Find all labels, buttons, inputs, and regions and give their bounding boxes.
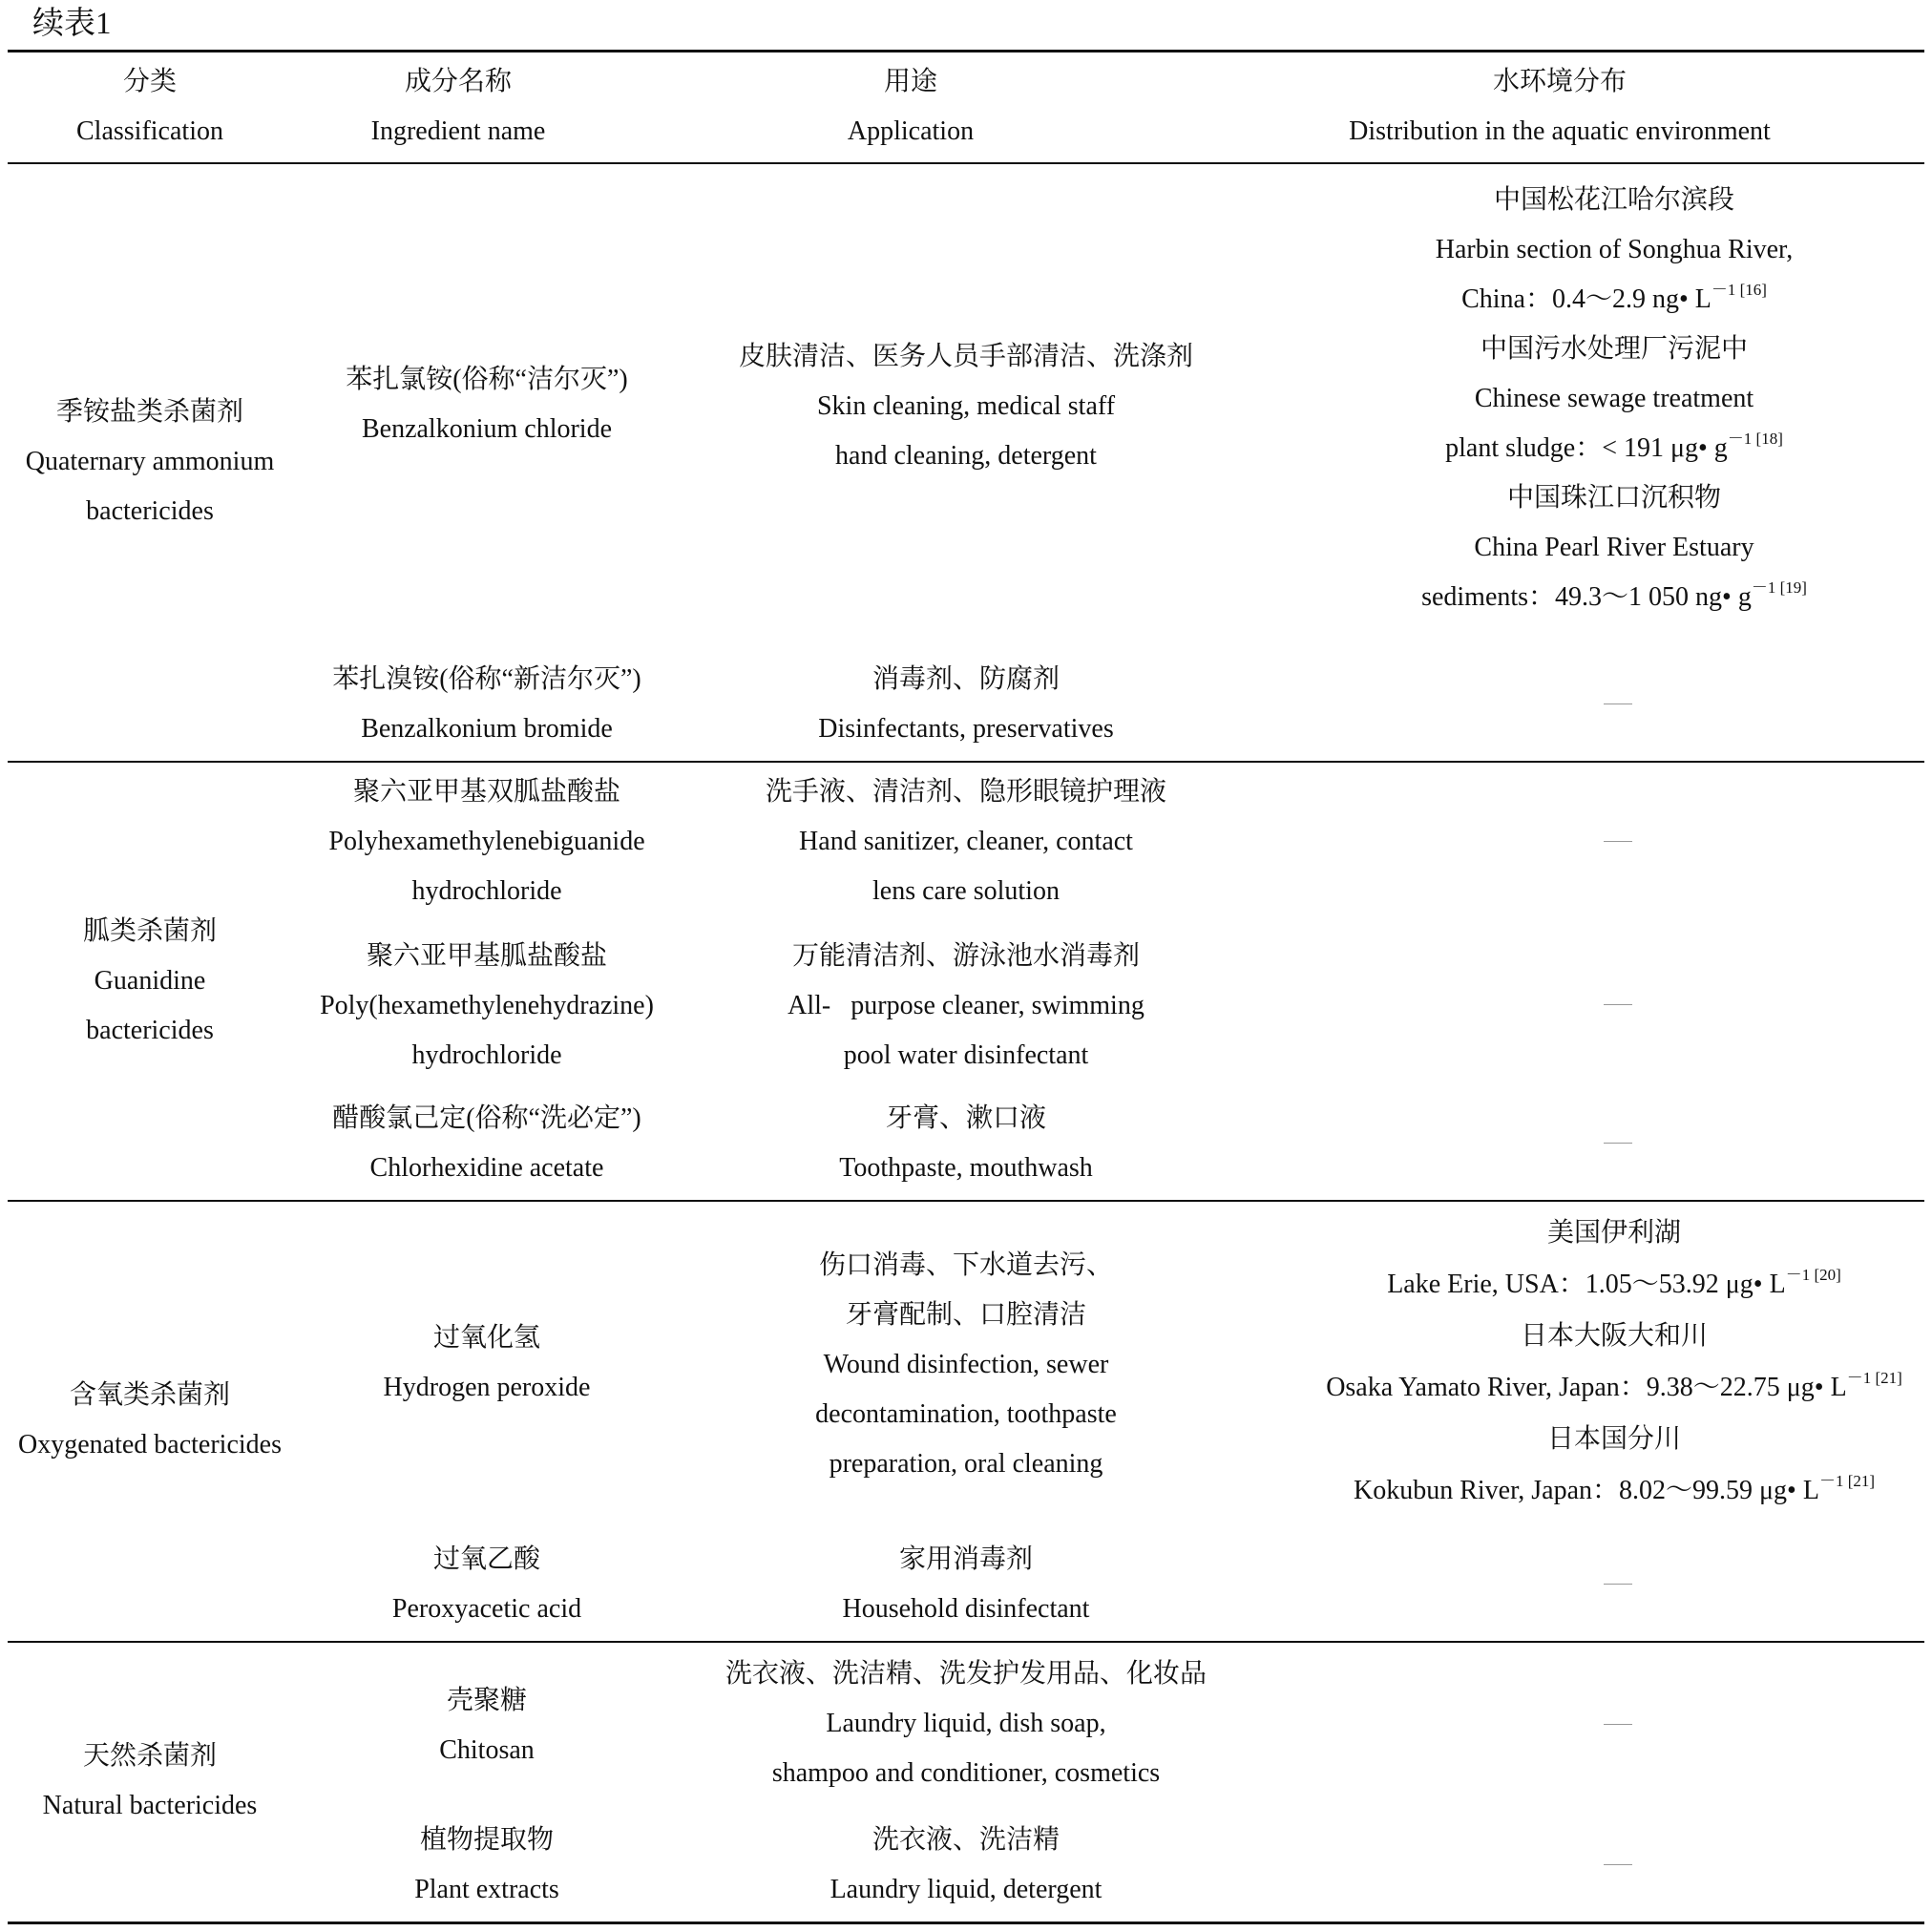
application-en: Household disinfectant — [842, 1594, 1090, 1624]
ingredient-en: Hydrogen peroxide — [383, 1373, 591, 1402]
application-zh: 皮肤清洁、医务人员手部清洁、洗涤剂 — [738, 342, 1193, 371]
class-en: Guanidine — [94, 966, 206, 996]
distribution-zh: 日本大阪大和川 — [1520, 1321, 1708, 1351]
header-classification-zh: 分类 — [122, 67, 177, 96]
application-zh: 牙膏配制、口腔清洁 — [845, 1300, 1086, 1330]
citation: －1 [18] — [1727, 430, 1783, 448]
application-en: Laundry liquid, dish soap, — [826, 1709, 1106, 1738]
class-en: Natural bactericides — [42, 1791, 258, 1820]
ingredient-en: Peroxyacetic acid — [391, 1594, 582, 1624]
distribution-en: sediments：49.3～1 050 ng• $g^{-1 [19]}$ — [1421, 578, 1807, 612]
application-en: shampoo and conditioner, cosmetics — [771, 1758, 1161, 1788]
application-en: Skin cleaning, medical staff — [816, 391, 1116, 421]
application-zh: 伤口消毒、下水道去污、 — [818, 1250, 1113, 1280]
application-en: Toothpaste, mouthwash — [839, 1153, 1093, 1183]
group-divider-2 — [8, 1200, 1924, 1202]
ingredient-zh: 过氧化氢 — [432, 1323, 540, 1353]
ingredient-zh: 壳聚糖 — [446, 1686, 527, 1715]
row-3-distribution-empty — [1604, 841, 1632, 842]
ingredient-zh: 植物提取物 — [419, 1825, 554, 1855]
group-3-classification — [0, 1371, 300, 1470]
row-4-distribution-empty — [1604, 1004, 1632, 1005]
ingredient-en: Plant extracts — [414, 1875, 559, 1904]
application-zh: 牙膏、漱口液 — [885, 1103, 1046, 1133]
class-en: bactericides — [86, 496, 214, 526]
header-application-en: Application — [847, 116, 975, 146]
row-8-application — [687, 1649, 1245, 1798]
group-divider-3 — [8, 1641, 1924, 1643]
application-en: pool water disinfectant — [843, 1040, 1089, 1070]
distribution-zh: 日本国分川 — [1546, 1424, 1681, 1454]
application-en: Disinfectants, preservatives — [818, 714, 1114, 744]
row-6-application — [687, 1241, 1245, 1489]
distribution-zh: 中国污水处理厂污泥中 — [1480, 334, 1748, 364]
ingredient-en: Poly(hexamethylenehydrazine) — [320, 991, 654, 1020]
row-8-distribution-empty — [1604, 1724, 1632, 1725]
group-1-classification — [0, 388, 300, 536]
row-2-application — [687, 655, 1245, 754]
ingredient-zh: 过氧乙酸 — [432, 1544, 540, 1574]
header-classification — [0, 57, 300, 157]
distribution-zh: 中国松花江哈尔滨段 — [1493, 185, 1734, 215]
header-ingredient-zh: 成分名称 — [404, 67, 512, 96]
distribution-en: Osaka Yamato River, Japan：9.38～22.75 μg• $L^{-1 [21]}$ — [1326, 1369, 1902, 1402]
application-zh: 家用消毒剂 — [898, 1544, 1033, 1574]
class-en: Oxygenated bactericides — [18, 1430, 282, 1460]
group-4-classification — [0, 1732, 300, 1831]
header-rule — [8, 162, 1924, 164]
table-caption: 续表1 — [32, 7, 112, 41]
citation: －1 [20] — [1785, 1266, 1841, 1284]
distribution-en: Kokubun River, Japan：8.02～99.59 μg• $L^{-1 [21]}$ — [1353, 1472, 1876, 1505]
application-en: Laundry liquid, detergent — [830, 1875, 1102, 1904]
distribution-en: China：0.4～2.9 ng• $L^{-1 [16]}$ — [1461, 281, 1767, 314]
row-6-ingredient — [298, 1313, 676, 1413]
ingredient-zh: 醋酸氯己定(俗称“洗必定”) — [332, 1103, 641, 1133]
row-2-ingredient — [298, 655, 676, 754]
application-zh: 万能清洁剂、游泳池水消毒剂 — [791, 941, 1140, 971]
citation: －1 [21] — [1846, 1369, 1902, 1387]
application-zh: 洗手液、清洁剂、隐形眼镜护理液 — [765, 777, 1166, 807]
row-1-application — [687, 332, 1245, 481]
row-3-application — [687, 767, 1245, 916]
distribution-en: Chinese sewage treatment — [1474, 384, 1754, 413]
row-1-distribution-text — [1249, 176, 1932, 622]
application-en: Hand sanitizer, cleaner, contact — [799, 827, 1133, 856]
header-ingredient-en: Ingredient name — [370, 116, 546, 146]
header-application-zh: 用途 — [883, 67, 937, 96]
ingredient-en: Benzalkonium chloride — [361, 414, 613, 444]
group-2-classification — [0, 907, 300, 1056]
row-5-ingredient — [298, 1094, 676, 1193]
distribution-en: Lake Erie, USA：1.05～53.92 μg• $L^{-1 [20]}$ — [1387, 1266, 1841, 1299]
ingredient-en: Polyhexamethylenebiguanide — [328, 827, 645, 856]
row-9-ingredient — [298, 1816, 676, 1915]
ingredient-en: Chlorhexidine acetate — [369, 1153, 604, 1183]
application-en: hand cleaning, detergent — [835, 441, 1097, 471]
application-en: decontamination, toothpaste — [815, 1399, 1117, 1429]
citation: －1 [19] — [1751, 578, 1807, 597]
class-zh: 天然杀菌剂 — [82, 1741, 217, 1771]
citation: －1 [16] — [1711, 281, 1767, 299]
class-en: bactericides — [86, 1016, 214, 1045]
header-classification-en: Classification — [76, 116, 223, 146]
application-zh: 消毒剂、防腐剂 — [872, 664, 1060, 694]
ingredient-zh: 聚六亚甲基双胍盐酸盐 — [352, 777, 620, 807]
row-4-application — [687, 932, 1245, 1081]
row-9-application — [687, 1816, 1245, 1915]
class-zh: 含氧类杀菌剂 — [69, 1380, 230, 1410]
ingredient-en: hydrochloride — [411, 1040, 562, 1070]
row-8-ingredient — [298, 1676, 676, 1775]
application-en: lens care solution — [872, 876, 1060, 906]
ingredient-en: Benzalkonium bromide — [361, 714, 613, 744]
ingredient-zh: 聚六亚甲基胍盐酸盐 — [366, 941, 607, 971]
header-application — [632, 57, 1189, 157]
top-rule — [8, 50, 1924, 52]
row-7-ingredient — [298, 1535, 676, 1634]
header-distribution-en: Distribution in the aquatic environment — [1349, 116, 1771, 146]
ingredient-en: hydrochloride — [411, 876, 562, 906]
application-en: Wound disinfection, sewer — [823, 1350, 1109, 1379]
row-1-ingredient — [298, 355, 676, 454]
header-distribution-zh: 水环境分布 — [1492, 67, 1627, 96]
ingredient-zh: 苯扎氯铵(俗称“洁尔灭”) — [346, 365, 628, 394]
row-3-ingredient — [298, 767, 676, 916]
row-7-application — [687, 1535, 1245, 1634]
distribution-en: plant sludge：< 191 μg• $g^{-1 [18]}$ — [1445, 430, 1783, 463]
row-4-ingredient — [298, 932, 676, 1081]
bottom-rule — [8, 1922, 1924, 1924]
application-en: preparation, oral cleaning — [829, 1449, 1103, 1479]
header-distribution — [1249, 57, 1871, 157]
application-zh: 洗衣液、洗洁精、洗发护发用品、化妆品 — [724, 1659, 1207, 1689]
application-zh: 洗衣液、洗洁精 — [872, 1825, 1060, 1855]
application-en: All- purpose cleaner, swimming — [788, 991, 1144, 1020]
row-7-distribution-empty — [1604, 1584, 1632, 1585]
distribution-en: China Pearl River Estuary — [1474, 533, 1754, 562]
row-9-distribution-empty — [1604, 1864, 1632, 1865]
distribution-zh: 美国伊利湖 — [1546, 1218, 1681, 1248]
row-5-application — [687, 1094, 1245, 1193]
header-ingredient — [269, 57, 647, 157]
distribution-zh: 中国珠江口沉积物 — [1506, 483, 1721, 513]
row-6-distribution-text — [1249, 1208, 1932, 1518]
distribution-en: Harbin section of Songhua River, — [1435, 235, 1794, 264]
ingredient-zh: 苯扎溴铵(俗称“新洁尔灭”) — [332, 664, 641, 694]
row-5-distribution-empty — [1604, 1143, 1632, 1144]
ingredient-en: Chitosan — [439, 1735, 535, 1765]
citation: －1 [21] — [1818, 1472, 1876, 1490]
class-zh: 胍类杀菌剂 — [82, 916, 217, 946]
class-zh: 季铵盐类杀菌剂 — [55, 397, 243, 427]
group-divider-1 — [8, 761, 1924, 763]
class-en: Quaternary ammonium — [25, 447, 275, 476]
